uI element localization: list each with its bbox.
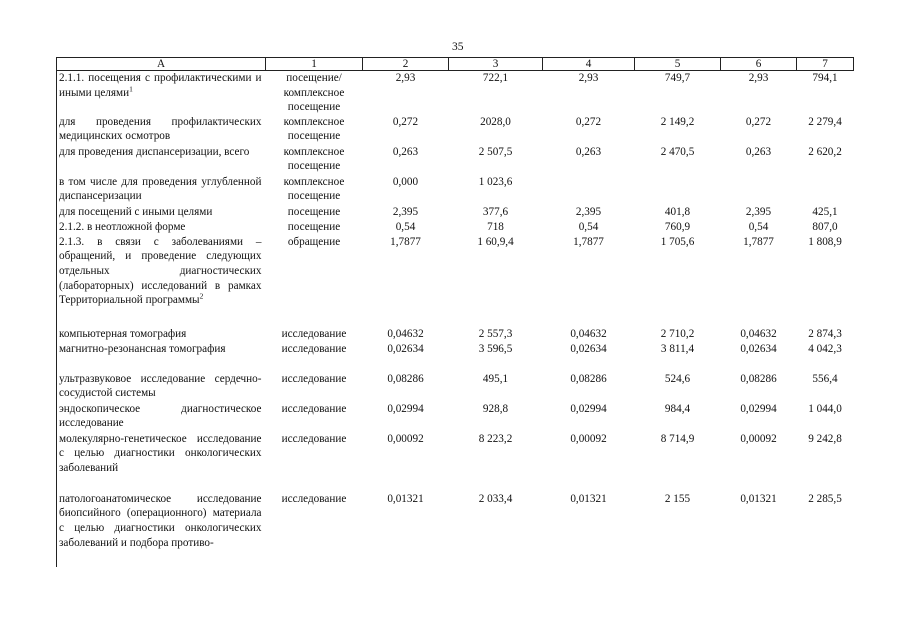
row-name-text: для проведения диспансеризации, всего xyxy=(59,145,250,158)
cell-c3: 2 557,3 xyxy=(478,327,513,340)
cell-c3: 2028,0 xyxy=(480,115,511,128)
table-row xyxy=(57,145,854,175)
footnote-marker: 1 xyxy=(129,83,133,93)
row-name xyxy=(57,327,266,342)
cell-c6: 1,7877 xyxy=(743,235,774,248)
row-unit: посещение xyxy=(287,205,341,218)
column-header-6: 6 xyxy=(721,58,797,71)
table-row xyxy=(57,175,854,205)
row-name xyxy=(57,71,266,115)
cell-c2: 0,02634 xyxy=(387,342,424,355)
cell-c2: 2,93 xyxy=(395,72,416,84)
cell-c6: 0,08286 xyxy=(740,372,777,385)
cell-c4: 0,54 xyxy=(578,220,599,233)
row-name xyxy=(57,175,266,205)
row-name-text: эндоскопическое диагностическое исследование xyxy=(59,402,262,430)
cell-c3: 718 xyxy=(487,220,504,233)
table-row xyxy=(57,115,854,145)
table-row xyxy=(57,432,854,492)
cell-c6 xyxy=(721,175,797,205)
cell-c6: 0,263 xyxy=(745,145,772,158)
cell-c2: 0,02994 xyxy=(387,402,424,415)
cell-c4: 0,272 xyxy=(575,115,602,128)
row-unit: обращение xyxy=(287,235,341,248)
cell-c5: 749,7 xyxy=(664,72,691,84)
cell-c7: 2 620,2 xyxy=(808,145,842,158)
table-row xyxy=(57,342,854,372)
cell-c3: 377,6 xyxy=(482,205,509,218)
cell-c5: 760,9 xyxy=(664,220,691,233)
cell-c4: 1,7877 xyxy=(573,235,604,248)
page-number: 35 xyxy=(452,41,464,53)
cell-c4: 0,04632 xyxy=(570,327,607,340)
row-unit: исследование xyxy=(281,372,347,385)
cell-c5: 1 705,6 xyxy=(660,235,695,248)
cell-c7: 4 042,3 xyxy=(808,342,842,355)
cell-c3: 928,8 xyxy=(482,402,509,415)
row-name-text: в том числе для проведения углубленной диспансеризации xyxy=(59,175,262,203)
table-row xyxy=(57,220,854,235)
table-row xyxy=(57,492,854,567)
row-name xyxy=(57,115,266,145)
row-name xyxy=(57,205,266,220)
cell-c3: 1 023,6 xyxy=(478,175,513,188)
cell-c7: 1 808,9 xyxy=(808,235,842,248)
row-name xyxy=(57,432,266,492)
table-row xyxy=(57,205,854,220)
cell-c5: 524,6 xyxy=(664,372,691,385)
column-header-2: 2 xyxy=(363,58,449,71)
cell-c5: 2 149,2 xyxy=(660,115,695,128)
cell-c7: 794,1 xyxy=(812,72,838,84)
cell-c6: 2,395 xyxy=(745,205,772,218)
cell-c7: 556,4 xyxy=(812,372,838,385)
table-row xyxy=(57,235,854,327)
cell-c6: 0,02994 xyxy=(740,402,777,415)
cell-c3: 8 223,2 xyxy=(478,432,513,445)
cell-c6: 0,272 xyxy=(745,115,772,128)
row-name xyxy=(57,342,266,372)
cell-c2: 0,01321 xyxy=(387,492,424,505)
cell-c2: 0,000 xyxy=(392,175,419,188)
data-table-container xyxy=(56,57,853,567)
column-header-0: А xyxy=(57,58,266,71)
cell-c2: 2,395 xyxy=(392,205,419,218)
cell-c6: 0,00092 xyxy=(740,432,777,445)
cell-c7: 2 279,4 xyxy=(808,115,842,128)
cell-c5: 8 714,9 xyxy=(660,432,695,445)
row-unit: исследование xyxy=(281,402,347,415)
row-name-text: для проведения профилактических медицинских осмотров xyxy=(59,115,262,143)
row-name-text: для посещений с иными целями xyxy=(59,205,213,218)
row-name-text: 2.1.1. посещения с профилактическими и иными целями xyxy=(59,72,262,99)
cell-c5: 3 811,4 xyxy=(660,342,695,355)
row-name xyxy=(57,492,266,567)
row-unit: комплексное посещение xyxy=(283,115,345,143)
cell-c4: 0,00092 xyxy=(570,432,607,445)
column-header-3: 3 xyxy=(449,58,543,71)
cell-c7: 9 242,8 xyxy=(808,432,842,445)
row-name xyxy=(57,220,266,235)
cell-c4: 0,263 xyxy=(575,145,602,158)
table-row xyxy=(57,327,854,342)
cell-c3: 495,1 xyxy=(482,372,509,385)
row-unit: исследование xyxy=(281,342,347,355)
column-header-4: 4 xyxy=(543,58,635,71)
cell-c4: 0,02994 xyxy=(570,402,607,415)
cell-c2: 1,7877 xyxy=(390,235,421,248)
row-unit: посещение xyxy=(287,220,341,233)
cell-c7 xyxy=(797,175,854,205)
cell-c6: 2,93 xyxy=(748,72,769,84)
cell-c2: 0,263 xyxy=(392,145,419,158)
cell-c5: 984,4 xyxy=(664,402,691,415)
row-name-text: магнитно-резонансная томография xyxy=(59,342,226,355)
table-row xyxy=(57,372,854,402)
column-header-5: 5 xyxy=(635,58,721,71)
tariff-table xyxy=(56,57,854,567)
cell-c3: 1 60,9,4 xyxy=(477,235,514,248)
row-unit: исследование xyxy=(281,492,347,505)
row-name xyxy=(57,402,266,432)
cell-c2: 0,54 xyxy=(395,220,416,233)
header-row xyxy=(57,58,854,71)
cell-c2: 0,00092 xyxy=(387,432,424,445)
row-name xyxy=(57,372,266,402)
row-unit: исследование xyxy=(281,327,347,340)
cell-c5 xyxy=(635,175,721,205)
cell-c7: 1 044,0 xyxy=(808,402,842,415)
row-name-text: 2.1.2. в неотложной форме xyxy=(59,220,186,233)
cell-c4: 0,01321 xyxy=(570,492,607,505)
row-name-text: молекулярно-генетическое исследование с целью диагностики онкологических заболеваний xyxy=(59,432,262,474)
row-unit: посещение/ комплексное посещение xyxy=(283,72,345,114)
cell-c3: 2 033,4 xyxy=(478,492,513,505)
cell-c2: 0,272 xyxy=(392,115,419,128)
cell-c3: 2 507,5 xyxy=(478,145,513,158)
row-name-text: ультразвуковое исследование сердечно-сосудистой системы xyxy=(59,372,262,400)
cell-c7: 2 874,3 xyxy=(808,327,842,340)
cell-c3: 3 596,5 xyxy=(478,342,513,355)
cell-c6: 0,04632 xyxy=(740,327,777,340)
table-body xyxy=(57,71,854,567)
cell-c5: 401,8 xyxy=(664,205,691,218)
cell-c6: 0,02634 xyxy=(740,342,777,355)
cell-c6: 0,01321 xyxy=(740,492,777,505)
row-unit: исследование xyxy=(281,432,347,445)
cell-c4: 2,395 xyxy=(575,205,602,218)
cell-c5: 2 470,5 xyxy=(660,145,695,158)
row-unit: комплексное посещение xyxy=(283,145,345,173)
cell-c2: 0,08286 xyxy=(387,372,424,385)
cell-c7: 807,0 xyxy=(812,220,838,233)
cell-c5: 2 155 xyxy=(664,492,691,505)
row-name xyxy=(57,145,266,175)
table-row xyxy=(57,402,854,432)
cell-c4 xyxy=(543,175,635,205)
cell-c3: 722,1 xyxy=(482,72,509,84)
row-name xyxy=(57,235,266,327)
cell-c6: 0,54 xyxy=(748,220,769,233)
column-header-7: 7 xyxy=(797,58,854,71)
row-name-text: компьютерная томография xyxy=(59,327,187,340)
cell-c4: 0,08286 xyxy=(570,372,607,385)
cell-c5: 2 710,2 xyxy=(660,327,695,340)
cell-c4: 0,02634 xyxy=(570,342,607,355)
column-header-1: 1 xyxy=(266,58,363,71)
cell-c7: 425,1 xyxy=(812,205,838,218)
footnote-marker: 2 xyxy=(199,291,204,301)
cell-c7: 2 285,5 xyxy=(808,492,842,505)
row-unit: комплексное посещение xyxy=(283,175,345,203)
cell-c2: 0,04632 xyxy=(387,327,424,340)
row-name-text: 2.1.3. в связи с заболеваниями – обращений, и проведение следующих отдельных диагностических (лабораторных) исследований в рамках Территориальной программы xyxy=(59,235,262,307)
row-name-text: патологоанатомическое исследование биопсийного (операционного) материала с целью диагностики онкологических заболеваний и подбора противо- xyxy=(59,492,262,549)
cell-c4: 2,93 xyxy=(578,72,599,84)
table-row xyxy=(57,71,854,115)
